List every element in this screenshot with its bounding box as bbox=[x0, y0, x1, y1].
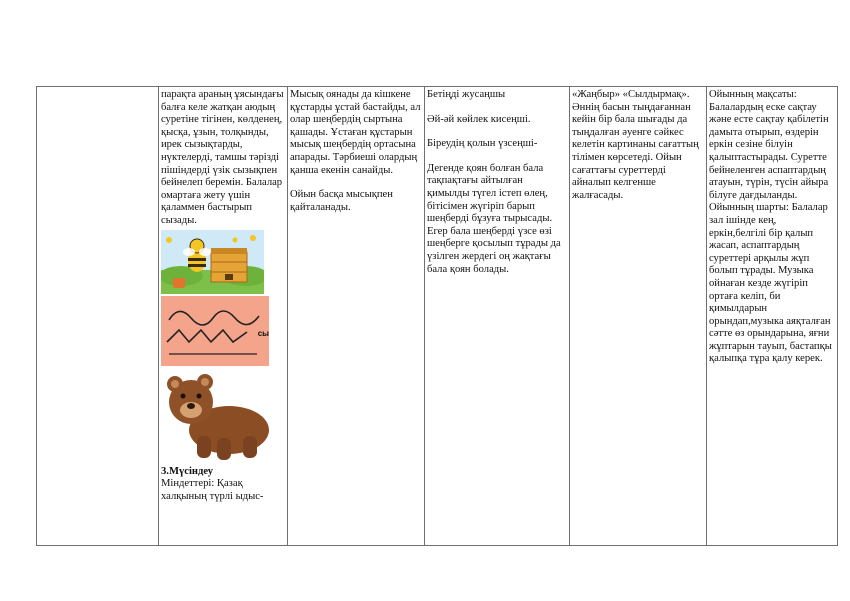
cell-rabbit-game bbox=[425, 87, 570, 546]
table-row bbox=[37, 87, 838, 546]
music-game-rules: «Жаңбыр» «Сылдырмақ». Әннің басын тыңдағаннан кейін бір бала шығады да тыңдалған әуенге сәйкес келетін картинаны сағаттың тілімен көрсетеді. Ойын сағаттағы суреттерді айналып келгенше жалғасады. bbox=[572, 89, 699, 201]
rabbit-game-rules: Дегенде қоян болған бала тақпақтағы айтылған қимылды түгел істеп өлең, бітісімен жүгіріп барып шеңберді бұзуға тырысады. Егер бала шеңберді үзсе өзі шеңберге қосылып тұрады да үзілген жердегі оң жақтағы бала қоян болады. bbox=[427, 162, 561, 275]
cell-game-goal bbox=[707, 87, 838, 546]
cell-drawing-activity bbox=[159, 87, 288, 546]
cell-music-game bbox=[570, 87, 707, 546]
bees-honey-image bbox=[161, 230, 264, 294]
bear-image bbox=[161, 370, 273, 462]
section-heading: 3.Мүсіндеу bbox=[161, 465, 214, 477]
game-goal-and-conditions: Ойынның мақсаты: Балалардың еске сақтау және есте сақтау қабілетін дамыта отырып, өздерін еркін сезіне білуін қалыптастырады. Суретте бейнеленген аспаптардың атауын, түрін, түсін айыра білуге дағдыланды. Ойынның шарты: Балалар зал ішінде кең, еркін,белгілі бір қалып жасап, аспаптардың суреттері арқылы жұп болып тұрады. Музыка ойнаған кезде жүгіріп ортаға келіп, би қимылдарын орындап,музыка аяқталған сәтте өз орындарына, яғни жұптарын тауып, бастапқы қалыпқа тұра қалу керек. bbox=[709, 89, 832, 365]
lines-image-wrapper bbox=[161, 296, 269, 366]
section-tasks: Міндеттері: Қазақ халқының түрлі ыдыс- bbox=[161, 478, 264, 502]
cell-cat-game bbox=[288, 87, 425, 546]
cat-game-repeat: Ойын басқа мысықпен қайталанады. bbox=[290, 189, 393, 213]
lines-image-caption: сы bbox=[257, 328, 269, 338]
cat-game-rules: Мысық оянады да кішкене құстарды ұстай бастайды, ал олар шеңбердің сыртына қашады. Ұстаған құстарын мысық шеңбердің ортасына апарады. Тәрбиеші олардың қанша екенін санайды. bbox=[290, 89, 421, 176]
rhyme-line-1: Бетіңді жусаңшы bbox=[427, 89, 506, 100]
empty-cell bbox=[37, 87, 159, 546]
wavy-zigzag-lines-image bbox=[161, 296, 269, 366]
drawing-instructions: парақта араның ұясындағы балға келе жатқан аюдың суретіне тігінен, көлденең, қысқа, ұзын, толқынды, ирек сызықтарды, нүктелерді, тамшы тәрізді пішіндерді үзік сызықпен бейнелеп беремін. Балалар омартаға жету үшін қаламмен бастырып сызады. bbox=[161, 89, 284, 226]
rhyme-line-3: Біреудің қолын үзсеңші- bbox=[427, 138, 538, 150]
lesson-plan-table bbox=[36, 86, 838, 546]
rhyme-line-2: Әй-әй көйлек кисеңші. bbox=[427, 113, 531, 125]
